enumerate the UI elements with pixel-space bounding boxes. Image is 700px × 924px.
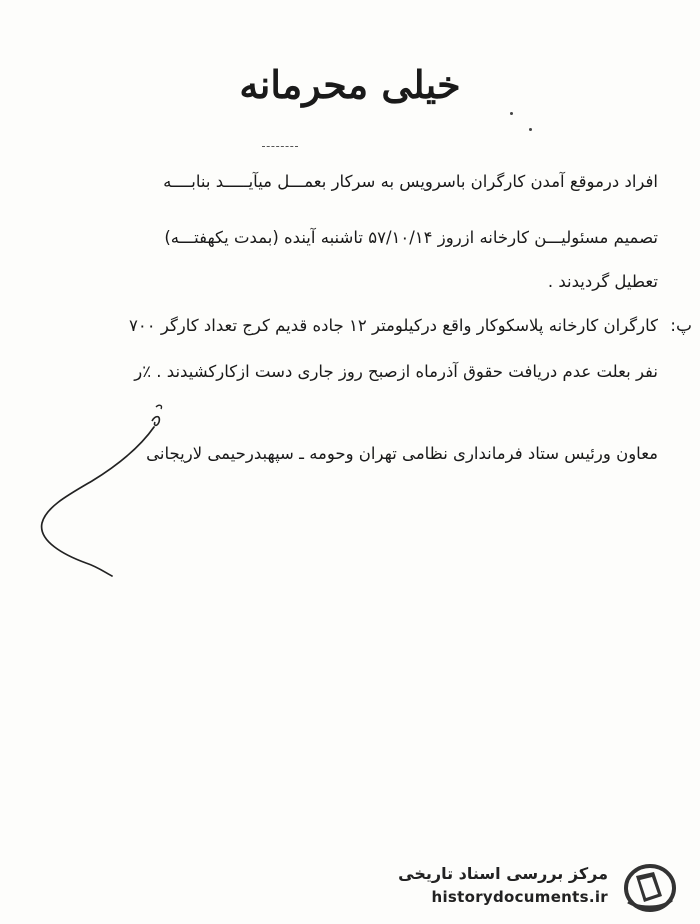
body-line-5: نفر بعلت عدم دریافت حقوق آذرماه ازصبح روز جاری دست ازکارکشیدند . ٪ر bbox=[134, 362, 658, 381]
body-line-4: کارگران کارخانه پلاسکوکار واقع درکیلومتر ۱۲ جاده قدیم کرج تعداد کارگر ۷۰۰ bbox=[129, 316, 658, 335]
archive-watermark bbox=[386, 860, 686, 916]
watermark-name: مرکز بررسی اسناد تاریخی bbox=[398, 864, 608, 883]
ink-speck bbox=[510, 112, 513, 115]
body-line-2: تصمیم مسئولیـــن کارخانه ازروز ۵۷/۱۰/۱۴ تاشنبه آینده (بمدت یکهفتـــه) bbox=[164, 228, 658, 247]
signatory-line: معاون ورئیس ستاد فرمانداری نظامی تهران وحومه ـ سپهبدرحیمی لاریجانی bbox=[146, 444, 658, 463]
title-underline-dash bbox=[262, 146, 298, 147]
watermark-url: historydocuments.ir bbox=[431, 888, 608, 906]
archive-book-logo-icon bbox=[618, 862, 678, 912]
section-marker: پ: bbox=[670, 316, 692, 336]
document-title: خیلی محرمانه bbox=[239, 62, 461, 107]
body-line-1: افراد درموقع آمدن کارگران باسرویس به سرکار بعمـــل میآیـــــد بنابــــه bbox=[163, 172, 658, 191]
body-line-3: تعطیل گردیدند . bbox=[547, 272, 658, 291]
handwritten-signature bbox=[28, 395, 188, 585]
ink-speck bbox=[529, 128, 532, 131]
